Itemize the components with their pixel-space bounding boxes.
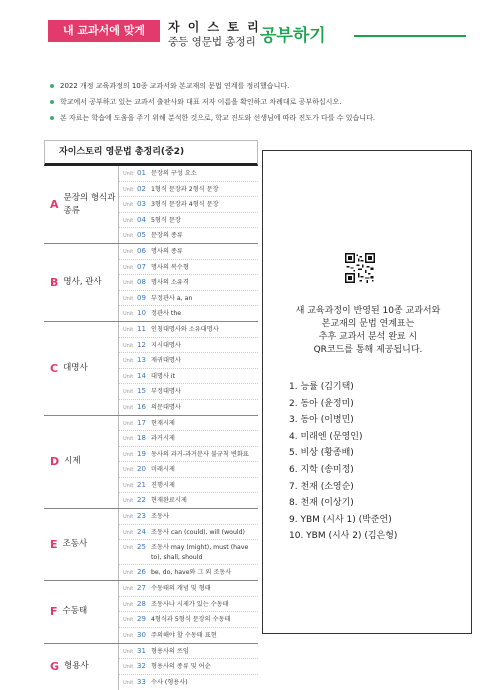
unit-prefix: Unit [123,202,134,208]
unit-number: 05 [137,231,146,239]
unit-number: 16 [137,402,146,411]
unit-title: 4형식과 5형식 문장의 수동태 [151,616,231,623]
qr-description-line: 추후 교과서 분석 완료 시 [318,332,418,342]
brand-title: 자 이 스 토 리 [168,20,261,34]
section-heading [50,581,116,643]
header-badge: 내 교과서에 맞게 [48,20,160,42]
unit-number: 14 [137,371,146,380]
section-letter: D [50,455,60,469]
unit-title: 1형식 문장과 2형식 문장 [151,185,219,193]
table-row [119,244,258,260]
publisher-item: 7. 천재 (소영순) [289,481,354,492]
note-item: 학교에서 공부하고 있는 교과서 출판사와 대표 저자 이름을 확인하고 차례대로 공부하십시오. [50,94,470,110]
unit-number: 13 [137,356,146,364]
unit-title: 수동태의 개념 및 형태 [151,585,211,592]
unit-number: 23 [137,512,146,520]
table-row [119,338,258,354]
unit-title: 주의해야 할 수동태 표현 [151,631,217,639]
unit-title: 명사의 소유격 [151,279,189,286]
table-section [44,244,258,322]
table-row [119,493,258,508]
table-row [119,525,258,541]
table-row [119,612,258,628]
unit-number: 30 [137,630,146,639]
unit-prefix: Unit [123,404,134,411]
unit-number: 12 [137,340,146,349]
unit-prefix: Unit [123,529,134,536]
unit-title: 지시대명사 [151,341,181,349]
table-row [119,628,258,643]
unit-number: 19 [137,449,146,458]
unit-prefix: Unit [123,389,134,395]
unit-title: 조동사 [151,513,169,520]
publisher-item: 2. 동아 (윤정미) [289,398,354,409]
unit-title: 명사의 종류 [151,248,183,255]
section-name: 시제 [64,456,81,467]
section-letter: E [50,538,58,551]
unit-prefix: Unit [123,420,134,427]
table-row [119,228,258,243]
unit-title: 정관사 the [151,310,182,317]
unit-title: 문장의 종류 [151,232,183,239]
unit-number: 09 [137,293,146,302]
unit-title: 진행시제 [151,481,175,489]
unit-list [118,166,258,243]
section-name: 명사, 관사 [63,277,102,287]
unit-number: 22 [137,496,146,504]
publisher-item: 3. 동아 (이병민) [289,415,354,426]
section-letter: C [50,361,59,375]
textbook-info-panel [262,150,472,634]
unit-number: 01 [137,169,146,177]
unit-title: 조동사나 시제가 있는 수동태 [151,600,229,608]
unit-prefix: Unit [123,586,134,592]
title-underline [354,35,466,37]
table-row [119,369,258,385]
table-row [119,447,258,463]
unit-number: 07 [137,262,146,271]
unit-prefix: Unit [123,617,134,623]
unit-title: 동사의 과거-과거분사 불규칙 변화표 [151,450,249,458]
unit-number: 11 [137,325,146,333]
section-name: 형용사 [64,661,89,671]
publisher-item: 10. YBM (시사 2) (김은형) [289,531,398,542]
qr-description-line: 본교재의 문법 연계표는 [321,319,415,329]
unit-list [118,322,258,415]
table-sections [44,166,258,690]
unit-title: 형용사의 종류 및 어순 [151,663,211,670]
section-heading [50,244,116,321]
table-section [44,581,258,644]
section-letter: F [50,605,58,619]
unit-title: 명사의 복수형 [151,263,189,271]
page-header [48,18,468,58]
section-heading [50,416,116,509]
unit-title: 의문대명사 [151,403,181,411]
publisher-item: 8. 천재 (이상기) [289,498,354,509]
page-title: 공부하기 [260,26,326,46]
unit-list [118,509,258,580]
unit-prefix: Unit [123,648,134,655]
unit-number: 20 [137,465,146,473]
unit-prefix: Unit [123,545,134,551]
unit-prefix: Unit [123,342,134,349]
table-row [119,431,258,447]
table-row [119,353,258,369]
unit-title: 대명사 it [151,372,176,380]
table-row [119,675,258,690]
table-row [119,462,258,478]
unit-list [118,581,258,643]
unit-number: 24 [137,527,146,536]
table-row [119,182,258,198]
qr-description-line: QR코드를 통해 제공됩니다. [313,345,423,355]
unit-list [118,416,258,509]
publisher-item: 1. 능률 (김기택) [289,382,354,392]
unit-title: 현재시제 [151,419,175,427]
table-row [119,384,258,400]
unit-title: 5형식 문장 [151,216,181,224]
unit-number: 06 [137,247,146,255]
table-row [119,416,258,432]
unit-prefix: Unit [123,327,134,333]
table-row [119,306,258,321]
unit-prefix: Unit [123,249,134,255]
table-row [119,644,258,660]
unit-prefix: Unit [123,679,134,686]
unit-prefix: Unit [123,570,134,576]
section-letter: B [50,276,59,289]
qr-description-line: 새 교육과정이 반영된 10종 교과서와 [295,306,441,316]
unit-prefix: Unit [123,601,134,608]
unit-title: 과거시제 [151,435,175,442]
section-heading [50,644,116,690]
unit-number: 15 [137,387,146,395]
grammar-table [44,140,258,690]
unit-prefix: Unit [123,186,134,193]
unit-prefix: Unit [123,358,134,364]
unit-prefix: Unit [123,482,134,489]
unit-number: 26 [137,568,146,576]
table-section [44,644,258,690]
unit-prefix: Unit [123,514,134,520]
section-name: 조동사 [62,539,88,549]
table-row [119,166,258,182]
unit-prefix: Unit [123,233,134,239]
qr-code[interactable] [345,253,375,283]
unit-number: 03 [137,200,146,208]
section-name: 문장의 형식과 종류 [63,192,116,216]
unit-number: 02 [137,184,146,193]
table-row [119,565,258,580]
unit-prefix: Unit [123,664,134,670]
section-letter: A [50,198,59,211]
table-row [119,478,258,494]
unit-number: 17 [137,418,146,427]
unit-number: 18 [137,434,146,442]
table-row [119,322,258,338]
unit-title: 조동사 may (might), must (have to), shall, should [151,544,249,561]
notes-list [50,78,470,126]
unit-title: 현재완료시제 [151,497,187,504]
table-row [119,213,258,229]
section-letter: G [50,660,60,673]
unit-prefix: Unit [123,373,134,380]
table-row [119,260,258,276]
unit-title: 문장의 구성 요소 [151,170,197,177]
unit-prefix: Unit [123,280,134,286]
unit-title: 재귀대명사 [151,357,181,364]
unit-title: 미래시제 [151,466,175,473]
table-row [119,509,258,525]
note-item: 본 자료는 학습에 도움을 주기 위해 분석한 것으로, 학교 진도와 선생님에 따라 진도가 다를 수 있습니다. [50,110,470,126]
unit-number: 28 [137,599,146,608]
table-row [119,291,258,307]
unit-prefix: Unit [123,436,134,442]
unit-number: 04 [137,215,146,224]
table-section [44,416,258,510]
table-row [119,540,258,565]
publisher-item: 4. 미래엔 (문영인) [289,431,363,442]
unit-number: 31 [137,646,146,655]
unit-list [118,644,258,690]
unit-number: 08 [137,278,146,286]
unit-number: 32 [137,662,146,670]
publisher-item: 6. 지학 (송미정) [289,464,354,475]
unit-title: 부정관사 a, an [151,294,193,302]
note-item: 2022 개정 교육과정의 10종 교과서와 본교재의 문법 연계를 정리했습니다. [50,78,470,94]
unit-title: 수사 (형용사) [151,678,188,686]
unit-title: 형용사의 쓰임 [151,647,189,655]
unit-title: 부정대명사 [151,388,181,395]
unit-title: 3형식 문장과 4형식 문장 [151,201,219,208]
unit-number: 25 [137,543,146,551]
table-row [119,197,258,213]
table-title: 자이스토리 영문법 총정리(중2) [44,140,258,166]
unit-prefix: Unit [123,295,134,302]
table-row [119,400,258,415]
table-section [44,509,258,581]
table-row [119,275,258,291]
brand-subtitle: 중등 영문법 총정리 [168,36,256,48]
table-row [119,659,258,675]
unit-list [118,244,258,321]
unit-number: 33 [137,677,146,686]
unit-prefix: Unit [123,311,134,317]
publisher-item: 5. 비상 (황종배) [289,448,354,459]
section-name: 대명사 [63,362,88,373]
table-section [44,166,258,244]
section-heading [50,509,116,580]
unit-number: 21 [137,480,146,489]
publisher-list [289,379,397,545]
unit-prefix: Unit [123,171,134,177]
section-heading [50,166,116,243]
section-name: 수동태 [62,606,88,617]
table-section [44,322,258,416]
unit-prefix: Unit [123,467,134,473]
unit-prefix: Unit [123,264,134,271]
section-heading [50,322,116,415]
unit-title: be, do, have와 그 외 조동사 [151,569,232,576]
table-row [119,581,258,597]
unit-prefix: Unit [123,632,134,639]
unit-number: 27 [137,584,146,592]
unit-prefix: Unit [123,451,134,458]
unit-title: 조동사 can (could), will (would) [151,528,245,536]
unit-prefix: Unit [123,217,134,224]
unit-number: 29 [137,615,146,623]
publisher-item: 9. YBM (시사 1) (박준언) [289,514,392,525]
qr-description [263,305,473,357]
unit-prefix: Unit [123,498,134,504]
unit-number: 10 [137,309,146,317]
unit-title: 인칭대명사와 소유대명사 [151,326,219,333]
table-row [119,597,258,613]
